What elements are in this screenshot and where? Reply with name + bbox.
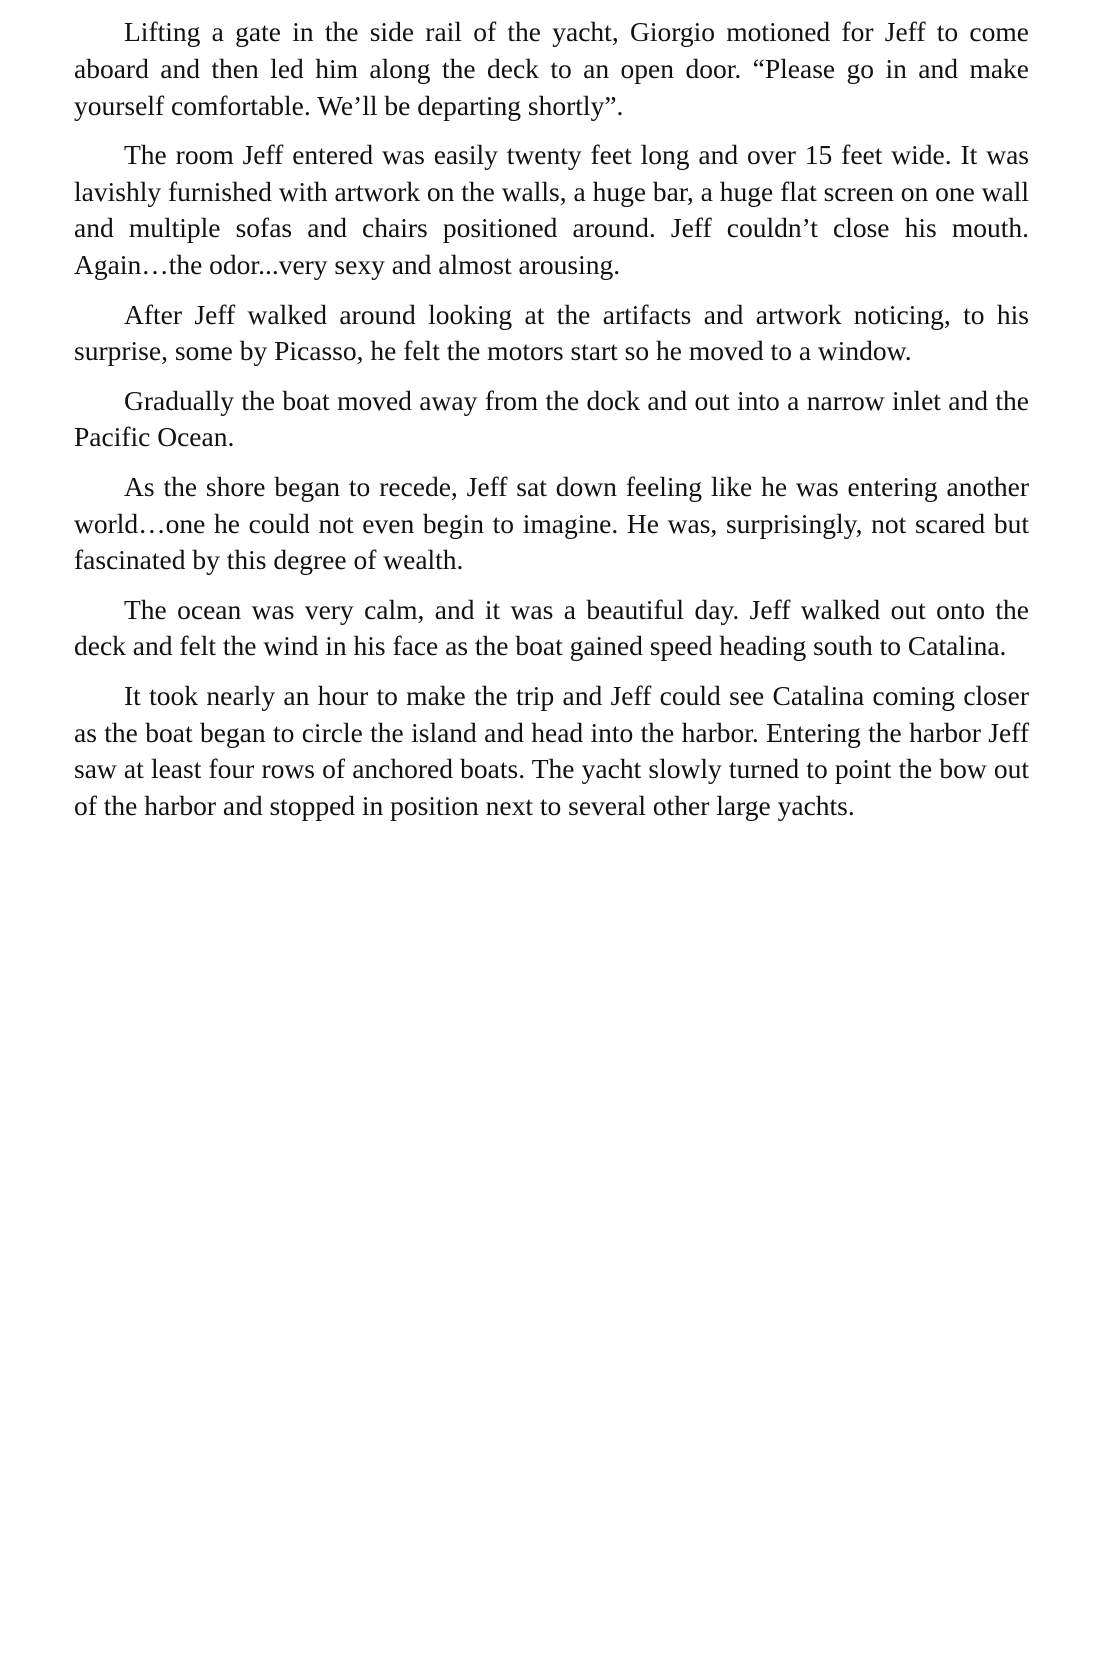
paragraph-6: The ocean was very calm, and it was a beautiful day. Jeff walked out onto the deck and felt the wind in his face as the boat gained speed heading south to Catalina. xyxy=(74,593,1029,662)
paragraph-3: After Jeff walked around looking at the artifacts and artwork noticing, to his surprise, some by Picasso, he felt the motors start so he moved to a window. xyxy=(74,298,1029,367)
document-body xyxy=(74,14,1029,837)
paragraph-7: It took nearly an hour to make the trip and Jeff could see Catalina coming closer as the boat began to circle the island and head into the harbor. Entering the harbor Jeff saw at least four rows of anchored boats. The yacht slowly turned to point the bow out of the harbor and stopped in position next to several other large yachts. xyxy=(74,679,1029,822)
paragraph-5: As the shore began to recede, Jeff sat down feeling like he was entering another world…one he could not even begin to imagine. He was, surprisingly, not scared but fascinated by this degree of wealth. xyxy=(74,470,1029,576)
paragraph-2: The room Jeff entered was easily twenty feet long and over 15 feet wide. It was lavishly furnished with artwork on the walls, a huge bar, a huge flat screen on one wall and multiple sofas and chairs positioned around. Jeff couldn’t close his mouth. Again…the odor...very sexy and almost arousing. xyxy=(74,138,1030,281)
paragraph-1: Lifting a gate in the side rail of the yacht, Giorgio motioned for Jeff to come aboard and then led him along the deck to an open door. “Please go in and make yourself comfortable. We’ll be departing shortly”. xyxy=(74,16,1029,121)
paragraph-4: Gradually the boat moved away from the dock and out into a narrow inlet and the Pacific Ocean. xyxy=(74,384,1029,453)
